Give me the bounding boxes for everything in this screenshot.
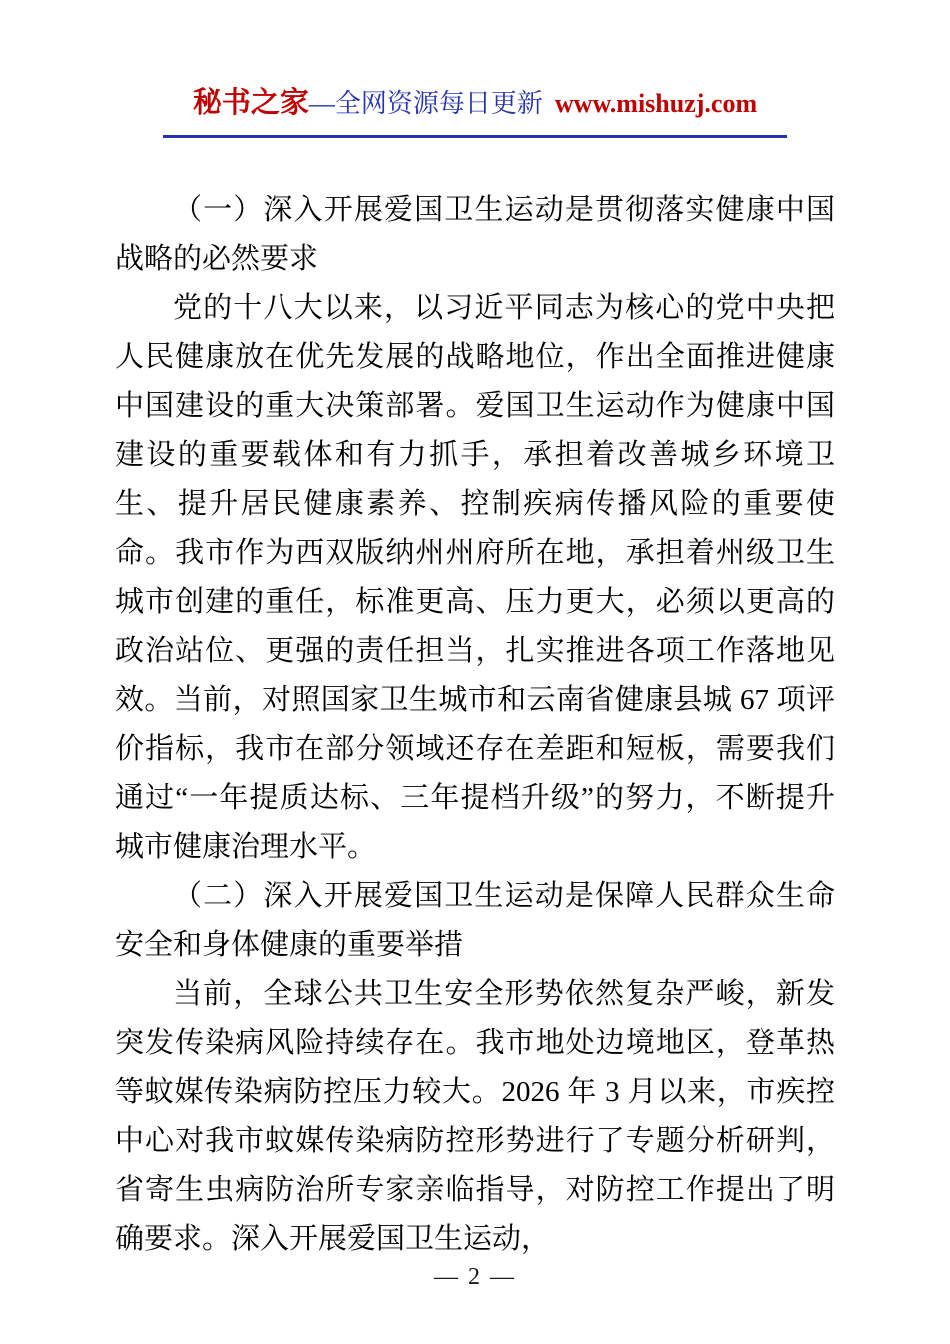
site-name: 秘书之家: [192, 87, 309, 119]
paragraph-2: 当前，全球公共卫生安全形势依然复杂严峻，新发突发传染病风险持续存在。我市地处边境地区，登革热等蚊媒传染病防控压力较大。2026 年 3 月以来，市疾控中心对我市蚊媒传染病防控形势进行了专题分析研判，省寄生虫病防治所专家亲临指导，对防控工作提出了明确要求。深入开展爱国卫生运动，: [115, 978, 835, 1255]
page-number: — 2 —: [434, 1264, 516, 1290]
paragraph-1: 党的十八大以来，以习近平同志为核心的党中央把人民健康放在优先发展的战略地位，作出全面推进健康中国建设的重大决策部署。爱国卫生运动作为健康中国建设的重要载体和有力抓手，承担着改善城乡环境卫生、提升居民健康素养、控制疾病传播风险的重要使命。我市作为西双版纳州州府所在地，承担着州级卫生城市创建的重任，标准更高、压力更大，必须以更高的政治站位、更强的责任担当，扎实推进各项工作落地见效。当前，对照国家卫生城市和云南省健康县城 67 项评价指标，我市在部分领域还存在差距和短板，需要我们通过“一年提质达标、三年提档升级”的努力，不断提升城市健康治理水平。: [115, 292, 835, 863]
site-header: [163, 86, 787, 138]
page-header-area: [0, 0, 950, 138]
section-heading-1: （一）深入开展爱国卫生运动是贯彻落实健康中国战略的必然要求: [115, 194, 835, 275]
site-tagline: —全网资源每日更新: [308, 89, 543, 118]
site-url: www.mishuzj.com: [554, 89, 758, 118]
page-footer: [0, 1264, 950, 1344]
section-heading-2: （二）深入开展爱国卫生运动是保障人民群众生命安全和身体健康的重要举措: [115, 880, 835, 961]
document-body: [0, 138, 950, 1264]
